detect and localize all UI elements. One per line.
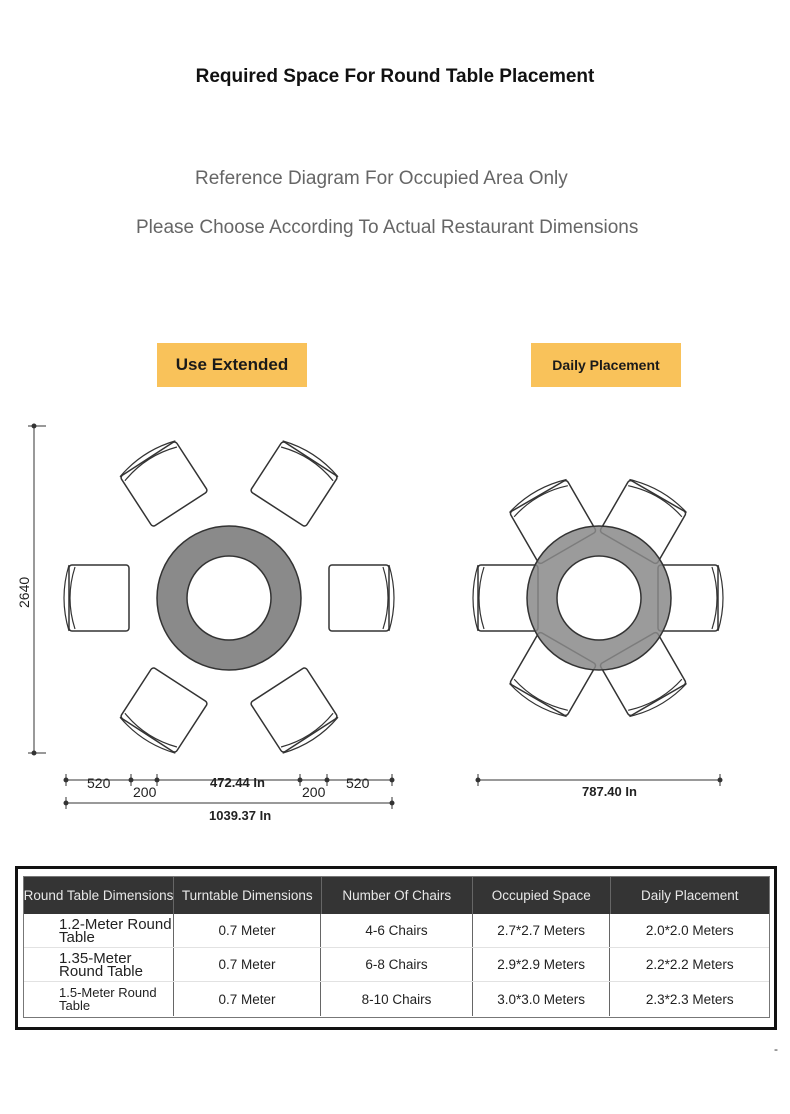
cell-daily: 2.3*2.3 Meters — [645, 991, 734, 1007]
header-turntable: Turntable Dimensions — [174, 877, 322, 914]
subtitle-choose: Please Choose According To Actual Restaurant Dimensions — [136, 217, 639, 238]
dim-label-left-200: 200 — [133, 784, 157, 800]
header-daily: Daily Placement — [640, 888, 739, 903]
daily-turntable — [557, 556, 641, 640]
extended-chair — [117, 437, 208, 527]
extended-turntable — [187, 556, 271, 640]
header-occupied: Occupied Space — [473, 877, 611, 914]
extended-chair — [250, 667, 341, 757]
subtitle-reference: Reference Diagram For Occupied Area Only — [195, 168, 568, 189]
cell-occupied: 2.9*2.9 Meters — [473, 948, 611, 981]
cell-turntable: 0.7 Meter — [174, 948, 322, 981]
cell-daily: 2.0*2.0 Meters — [645, 923, 734, 938]
cell-round-table: 1.35-Meter Round Table — [24, 948, 174, 981]
cell-turntable: 0.7 Meter — [174, 982, 322, 1016]
dim-label-total-extended: 1039.37 In — [209, 808, 272, 823]
height-label: 2640 — [16, 576, 32, 608]
cell-daily: 2.2*2.2 Meters — [645, 957, 734, 972]
cell-chairs: 8-10 Chairs — [321, 982, 473, 1016]
extended-chair — [64, 565, 129, 631]
extended-chair — [329, 565, 394, 631]
header-chairs: Number Of Chairs — [322, 877, 473, 914]
dim-label-left-520: 520 — [87, 775, 111, 791]
extended-layout — [64, 437, 394, 758]
table-header — [24, 877, 769, 914]
tag-daily-placement: Daily Placement — [531, 343, 681, 387]
cell-round-table: 1.2-Meter Round Table — [24, 914, 174, 947]
cell-occupied: 3.0*3.0 Meters — [473, 982, 611, 1016]
cell-chairs: 4-6 Chairs — [321, 914, 473, 947]
cell-round-table: 1.5-Meter Round Table — [24, 982, 174, 1016]
dim-label-total-daily: 787.40 In — [582, 784, 637, 799]
footer-mark: - — [774, 1042, 778, 1056]
dim-label-table-width: 472.44 In — [210, 775, 265, 790]
dim-label-right-200: 200 — [302, 784, 326, 800]
dim-label-right-520: 520 — [346, 775, 370, 791]
cell-turntable: 0.7 Meter — [174, 914, 322, 947]
extended-chair — [250, 437, 341, 527]
cell-occupied: 2.7*2.7 Meters — [473, 914, 611, 947]
table-row — [24, 982, 769, 1016]
daily-layout — [473, 475, 723, 721]
cell-chairs: 6-8 Chairs — [321, 948, 473, 981]
table-row — [24, 914, 769, 948]
header-round-table: Round Table Dimensions — [24, 877, 174, 914]
tag-use-extended: Use Extended — [157, 343, 307, 387]
extended-chair — [117, 667, 208, 757]
size-table — [15, 866, 777, 1030]
table-row — [24, 948, 769, 982]
page-title: Required Space For Round Table Placement — [195, 66, 595, 87]
